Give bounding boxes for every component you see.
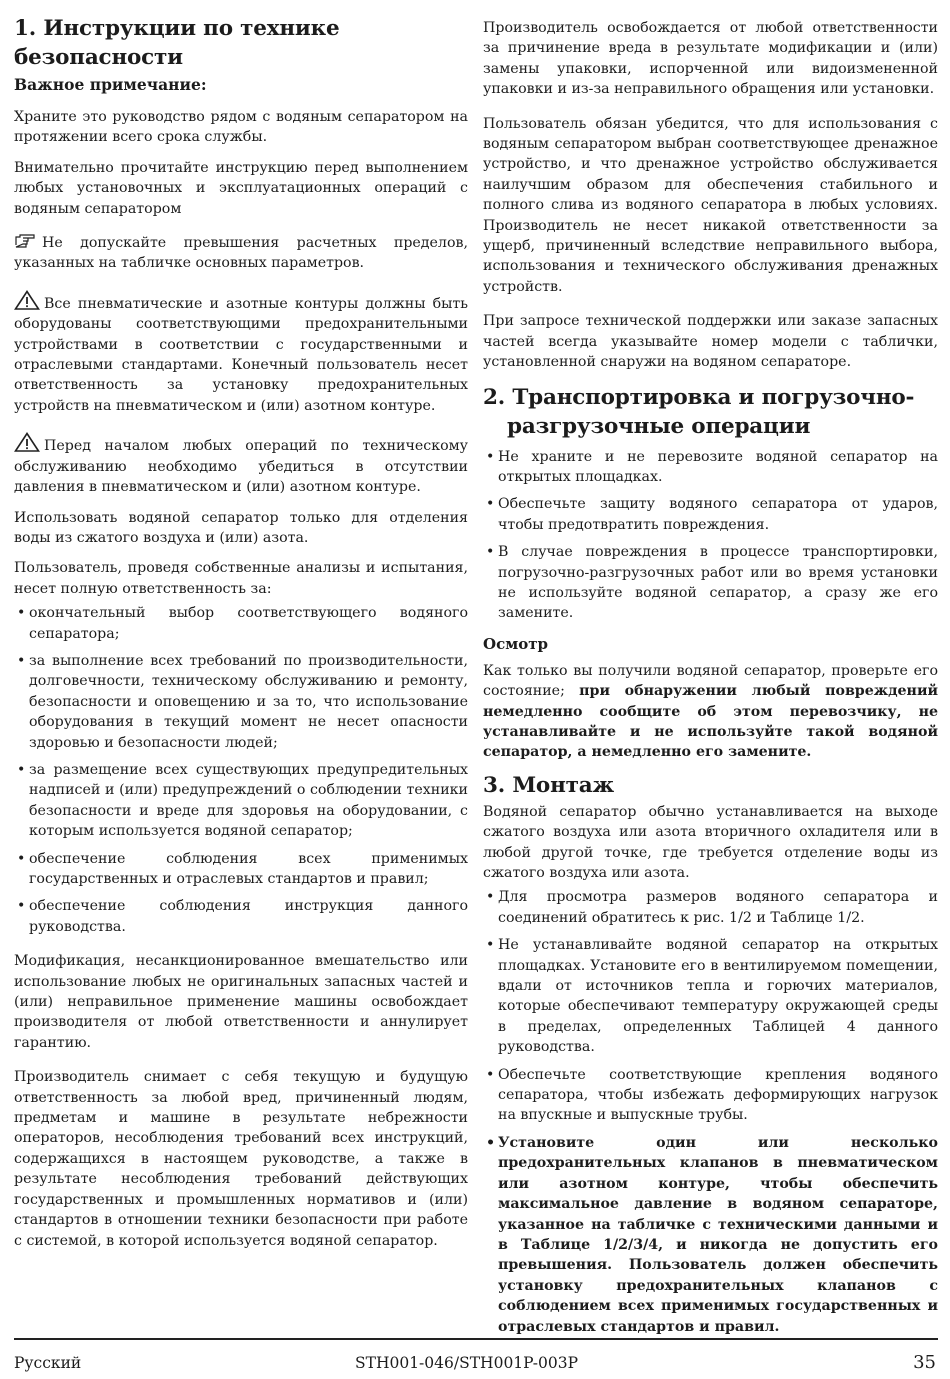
paragraph: Производитель снимает с себя текущую и будущую ответственность за любой вред, причиненный людям, предметам и машине в результате небрежности операторов, несоблюдения требований всех инструкций, содержащихся в настоящем руководстве, а также в результате несоблюдения требований действующих государственных и промышленных нормативов и (или) стандартов в отношении техники безопасности при работе с системой, в которой используется водяной сепаратор. [14,1069,468,1249]
note-paragraph [14,233,468,274]
inspection-heading: Осмотр [483,634,549,653]
paragraph: Использовать водяной сепаратор только для отделения воды из сжатого воздуха и (или) азота. [14,509,468,546]
important-note-heading: Важное примечание: [14,75,207,94]
installation-list [483,887,938,1337]
transport-list [483,447,938,624]
paragraph: Модификация, несанкционированное вмешательство или использование любых не оригинальных запасных частей и (или) неправильное применение машины освобождает производителя от любой ответственности и аннулирует гарантию. [14,953,468,1051]
page-number: 35 [913,1352,936,1373]
pointing-hand-icon [14,233,38,249]
list-item: • Не храните и не перевозите водяной сепаратор на открытых площадках. [483,447,938,488]
heading-line: разгрузочные операции [507,413,811,439]
paragraph: Водяной сепаратор обычно устанавливается на выходе сжатого воздуха или азота вторичного охладителя или в любой другой точке, где требуется отделение воды из сжатого воздуха или азота. [483,803,938,881]
section-heading-transport [483,383,938,441]
note-text: Не допускайте превышения расчетных пределов, указанных на табличке основных параметров. [14,235,468,272]
paragraph: Внимательно прочитайте инструкцию перед выполнением любых установочных и эксплуатационных операций с водяным сепаратором [14,159,468,217]
list-item-bold: • Установите один или несколько предохранительных клапанов в пневматическом или азотном контуре, чтобы обеспечить максимальное давление в водяном сепараторе, указанное на табличке с техническими данными и в Таблице 1/2/3/4, и никогда не допустить его превышения. Пользователь должен обеспечить установку предохранительных клапанов с соблюдением всех применимых государственных и отраслевых стандартов и правил. [483,1133,938,1337]
inspection-bold-text: при обнаружении любый повреждений немедленно сообщите об этом перевозчику, не устанавливайте и не используйте такой водяной сепаратор, а немедленно его замените. [483,683,938,761]
paragraph: Храните это руководство рядом с водяным сепаратором на протяжении всего срока службы. [14,109,468,146]
inspection-paragraph [483,661,938,763]
list-item: • Обеспечьте соответствующие крепления водяного сепаратора, чтобы избежать деформирующих нагрузок на впускные и выпускные трубы. [483,1065,938,1126]
list-item: • за размещение всех существующих предупредительных надписей и (или) предупреждений о соблюдении техники безопасности и вреде для здоровья на оборудовании, с которым используется водяной сепаратор; [14,760,468,842]
responsibility-list [14,603,468,937]
warning-icon [14,432,40,452]
warning-paragraph [14,290,468,416]
list-item: • обеспечение соблюдения инструкция данного руководства. [14,896,468,937]
footer-language: Русский [14,1354,82,1372]
list-item: • за выполнение всех требований по производительности, долговечности, техническому обслуживанию и ремонту, безопасности и оповещению и за то, что использование оборудования в текущий момент не несет опасности здоровью и безопасности людей; [14,651,468,753]
inspection-text: Как только вы получили водяной сепаратор, проверьте его состояние; [483,662,938,700]
list-item: • обеспечение соблюдения всех применимых государственных и отраслевых стандартов и правил; [14,849,468,890]
list-item: • окончательный выбор соответствующего водяного сепаратора; [14,603,468,644]
list-item: • Обеспечьте защиту водяного сепаратора от ударов, чтобы предотвратить повреждения. [483,494,938,535]
warning-icon [14,290,40,310]
heading-line: 2. Транспортировка и погрузочно- [483,384,915,410]
paragraph: Пользователь обязан убедится, что для использования с водяным сепаратором выбран соответствующее дренажное устройство, и что дренажное устройство обслуживается наилучшим образом для обеспечения стабильного и полного слива из водяного сепаратора в любых условиях. Производитель не несет никакой ответственности за ущерб, причиненный вследствие неправильного выбора, использования и технического обслуживания дренажных устройств. [483,115,938,295]
paragraph: Производитель освобождается от любой ответственности за причинение вреда в результате модификации и (или) замены упаковки, испорченной или видоизмененной упаковки и из-за неправильного обращения или установки. [483,20,938,98]
warning-text: Перед началом любых операций по техническому обслуживанию необходимо убедиться в отсутствии давления в пневматическом и (или) азотном контуре. [14,438,468,496]
section-heading-safety: 1. Инструкции по технике безопасности [14,16,340,70]
list-item: • Не устанавливайте водяной сепаратор на открытых площадках. Установите его в вентилируемом помещении, вдали от источников тепла и горючих материалов, которые обеспечивают температуру окружающей среды в пределах, определенных Таблицей 4 данного руководства. [483,935,938,1057]
section-heading-installation: 3. Монтаж [483,772,614,798]
right-column [483,18,938,1347]
paragraph: Пользователь, проведя собственные анализы и испытания, несет полную ответственность за: [14,560,468,597]
paragraph: При запросе технической поддержки или заказе запасных частей всегда указывайте номер модели с таблички, установленной снаружи на водяном сепараторе. [483,313,938,371]
left-column [14,14,468,1261]
footer-document-code: STH001-046/STH001P-003P [355,1354,578,1372]
warning-paragraph [14,432,468,497]
warning-text: Все пневматические и азотные контуры должны быть оборудованы соответствующими предохранительными устройствами в соответствии с государственными и отраслевыми стандартами. Конечный пользователь несет ответственность за установку предохранительных устройств на пневматическом и (или) азотном контуре. [14,295,468,414]
list-item: • В случае повреждения в процессе транспортировки, погрузочно-разгрузочных работ или во время установки не используйте водяной сепаратор, а сразу же его замените. [483,542,938,624]
list-item: • Для просмотра размеров водяного сепаратора и соединений обратитесь к рис. 1/2 и Таблице 1/2. [483,887,938,928]
footer-divider [14,1338,938,1340]
